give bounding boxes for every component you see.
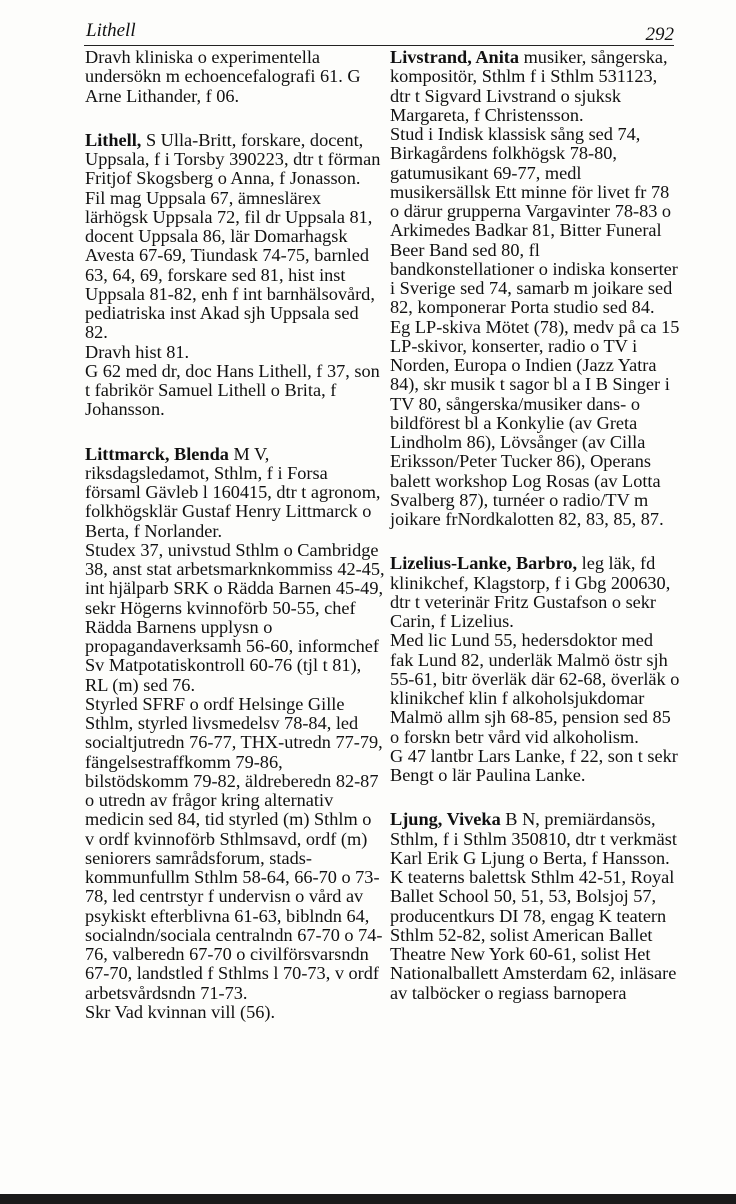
entry-text: G 62 med dr, doc Hans Lithell, f 37, son t fabrikör Samuel Lithell o Brita, f Johansson. xyxy=(85,360,380,420)
entry-paragraph xyxy=(85,131,385,189)
entry-paragraph xyxy=(85,445,385,541)
entry-text: Med lic Lund 55, hedersdoktor med fak Lund 82, underläk Malmö östr sjh 55-61, bitr överläk där 62-68, överläk o klinikchef klin f alkoholsjukdomar Malmö allm sjh 68-85, pension sed 85 o forskn betr vård vid alkoholism. xyxy=(390,630,680,747)
entry-text: musiker, sångerska, kompositör, Sthlm f i Sthlm 531123, dtr t Sigvard Livstrand o sjuksk Margareta, f Christensson. xyxy=(390,47,668,125)
entry-text: M V, riksdagsledamot, Sthlm, f i Forsa församl Gävleb l 160415, dtr t agronom, folkhögsklär Gustaf Henry Littmarck o Berta, f Norlander. xyxy=(85,443,381,541)
entry-text: Studex 37, univstud Sthlm o Cambridge 38, anst stat arbetsmarknkommiss 42-45, int hjälparb SRK o Rädda Barnen 45-49, sekr Högerns kvinnoförb 50-55, chef Rädda Barnens upplysn o propagandaverksamh 56-60, informchef Sv Matpotatiskontroll 60-76 (tjl t 81), RL (m) sed 76. xyxy=(85,539,385,695)
entry-text: G 47 lantbr Lars Lanke, f 22, son t sekr Bengt o lär Paulina Lanke. xyxy=(390,745,678,785)
entry-paragraph xyxy=(85,362,385,420)
entry-paragraph xyxy=(390,868,680,1003)
entry-paragraph xyxy=(390,810,680,868)
biography-entry xyxy=(390,48,680,529)
entry-paragraph xyxy=(85,48,385,106)
entry-paragraph xyxy=(85,541,385,695)
running-header xyxy=(84,18,674,46)
entry-name: Lithell, xyxy=(85,129,142,150)
running-head: Lithell xyxy=(86,20,136,41)
scan-edge xyxy=(0,1194,736,1204)
entry-text: leg läk, fd klinikchef, Klagstorp, f i Gbg 200630, dtr t veterinär Fritz Gustafson o sekr Carin, f Lizelius. xyxy=(390,553,671,631)
biography-entry xyxy=(390,554,680,785)
biography-entry xyxy=(85,48,385,106)
entry-paragraph xyxy=(85,695,385,1003)
entry-paragraph xyxy=(85,343,385,362)
biography-entry xyxy=(85,131,385,420)
entry-text: B N, premiärdansös, Sthlm, f i Sthlm 350810, dtr t verkmäst Karl Erik G Ljung o Berta, f Hansson. xyxy=(390,809,677,868)
entry-name: Livstrand, Anita xyxy=(390,47,520,67)
header-rule xyxy=(84,45,674,46)
entry-paragraph xyxy=(390,554,680,631)
entry-paragraph xyxy=(390,747,680,786)
entry-text: Fil mag Uppsala 67, ämneslärex lärhögsk Uppsala 72, fil dr Uppsala 81, docent Uppsala 86, lär Domarhagsk Avesta 67-69, Tiundask 74-75, barnled 63, 64, 69, forskare sed 81, hist inst Uppsala 81-82, enh f int barnhälsovård, pediatriska inst Akad sjh Uppsala sed 82. xyxy=(85,187,375,343)
entry-text: Styrled SFRF o ordf Helsinge Gille Sthlm, styrled livsmedelsv 78-84, led socialtjutredn 76-77, THX-utredn 77-79, fängelsestraffkomm 79-86, bilstödskomm 79-82, äldreberedn 82-87 o utredn av frågor kring alternativ medicin sed 84, tid styrled (m) Sthlm o v ordf kvinnoförb Sthlmsavd, ordf (m) seniorers samrådsforum, stads-kommunfullm Sthlm 58-64, 66-70 o 73-78, led centrstyr f undervisn o vård av psykiskt efterblivna 61-63, biblndn 64, socialndn/sociala centralndn 67-70 o 74-76, valberedn 67-70 o civilförsvarsndn 67-70, landstled f Sthlms l 70-73, v ordf arbetsvårdsndn 71-73. xyxy=(85,693,383,1003)
entry-text: S Ulla-Britt, forskare, docent, Uppsala, f i Torsby 390223, dtr t förman Fritjof Skogsberg o Anna, f Jonasson. xyxy=(85,129,381,189)
biography-entry xyxy=(390,810,680,1003)
entry-text: Eg LP-skiva Mötet (78), medv på ca 15 LP-skivor, konserter, radio o TV i Norden, Europa o Indien (Jazz Yatra 84), skr musik t sagor bl a I B Singer i TV 80, sångerska/musiker dans- o bildförest bl a Konkylie (av Greta Lindholm 86), Lövsånger (av Cilla Eriksson/Peter Tucker 86), Operans balett workshop Log Rosas (av Lotta Svalberg 87), turnéer o radio/TV m joikare frNordkalotten 82, 83, 85, 87. xyxy=(390,316,680,529)
entry-name: Littmarck, Blenda xyxy=(85,443,229,464)
left-column xyxy=(85,48,385,1047)
entry-paragraph xyxy=(390,125,680,318)
biography-entry xyxy=(85,445,385,1023)
entry-text: Dravh hist 81. xyxy=(85,341,190,362)
entry-paragraph xyxy=(390,48,680,125)
entry-paragraph xyxy=(390,631,680,747)
entry-text: K teaterns balettsk Sthlm 42-51, Royal Ballet School 50, 51, 53, Bolsjoj 57, producentkurs DI 78, engag K teatern Sthlm 52-82, solist American Ballet Theatre New York 60-61, solist Het Nationalballett Amsterdam 62, inläsare av talböcker o regiass barnopera xyxy=(390,867,677,1003)
entry-text: Stud i Indisk klassisk sång sed 74, Birkagårdens folkhögsk 78-80, gatumusikant 69-77, medl musikersällsk Ett minne för livet fr 78 o därur grupperna Vargavinter 78-83 o Arkimedes Badkar 81, Bitter Funeral Beer Band sed 80, fl bandkonstellationer o indiska konserter i Sverige sed 74, samarb m joikare sed 82, komponerar Porta studio sed 84. xyxy=(390,124,678,318)
entry-paragraph xyxy=(390,318,680,530)
entry-text: Skr Vad kvinnan vill (56). xyxy=(85,1001,276,1022)
page-number: 292 xyxy=(645,24,674,45)
right-column xyxy=(390,48,680,1028)
entry-paragraph xyxy=(85,189,385,343)
entry-name: Ljung, Viveka xyxy=(390,809,501,830)
entry-name: Lizelius-Lanke, Barbro, xyxy=(390,553,578,574)
entry-paragraph xyxy=(85,1003,385,1022)
entry-text: Dravh kliniska o experimentella undersökn m echoencefalografi 61. G Arne Lithander, f 06. xyxy=(85,47,361,106)
